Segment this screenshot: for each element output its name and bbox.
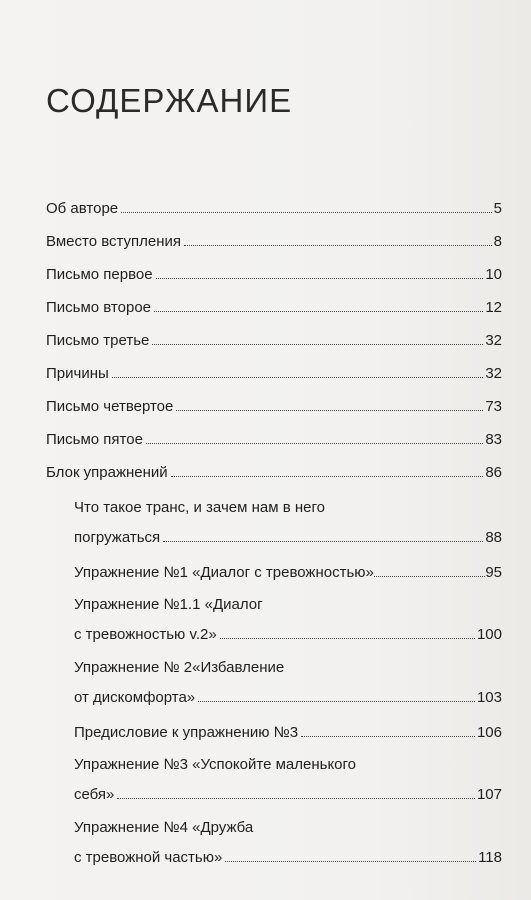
toc-subentry <box>74 595 502 644</box>
toc-entry-page: 32 <box>485 332 502 349</box>
dot-leader <box>146 443 483 444</box>
page-title: СОДЕРЖАНИЕ <box>46 82 293 119</box>
toc-subentry-page: 100 <box>476 626 502 643</box>
toc-entry-title: Письмо первое <box>46 266 153 283</box>
toc-entry <box>46 232 502 251</box>
toc-subentry-page: 95 <box>485 564 502 581</box>
toc-subentry-page: 88 <box>485 529 502 546</box>
toc-subentry-page: 103 <box>476 689 502 706</box>
toc-entry-page: 5 <box>493 200 502 217</box>
toc-subentry-title-line1: Упражнение №3 «Успокойте маленького <box>74 756 356 773</box>
dot-leader <box>121 212 492 213</box>
toc-subentry-title-line2: от дискомфорта» <box>74 689 196 706</box>
toc-entry-page: 86 <box>485 464 502 481</box>
toc-entry-page: 8 <box>493 233 502 250</box>
dot-leader <box>152 344 483 345</box>
dot-leader <box>156 278 484 279</box>
toc-subentry-title: Упражнение №1 «Диалог с тревожностью» <box>74 564 374 581</box>
toc-entry-title: Письмо пятое <box>46 431 143 448</box>
toc-subentry-title-line2: себя» <box>74 786 115 803</box>
toc-subentry-title-line2: погружаться <box>74 529 161 546</box>
toc-entry <box>46 397 502 416</box>
toc-subentry <box>74 498 502 547</box>
toc-subentry-title-line2: с тревожностью v.2» <box>74 626 217 643</box>
toc-entry <box>46 331 502 350</box>
toc-subentry-page: 118 <box>478 849 502 866</box>
toc-subentry-title: Предисловие к упражнению №3 <box>74 724 299 741</box>
toc-entry <box>46 364 502 383</box>
toc-subentry-title-line1: Что такое транс, и зачем нам в него <box>74 499 325 516</box>
dot-leader <box>225 861 476 862</box>
dot-leader <box>184 245 492 246</box>
toc-subentry <box>74 723 502 742</box>
toc-entry <box>46 430 502 449</box>
dot-leader <box>112 377 484 378</box>
toc-subentry-title-line1: Упражнение №1.1 «Диалог <box>74 596 263 613</box>
toc-subentry-page: 106 <box>476 724 502 741</box>
toc-entry-page: 12 <box>485 299 502 316</box>
toc-entry-page: 32 <box>485 365 502 382</box>
toc-entry <box>46 463 502 482</box>
toc-subentry <box>74 818 502 867</box>
toc-entry-title: Об авторе <box>46 200 119 217</box>
toc-entry <box>46 298 502 317</box>
toc-subentry-title-line1: Упражнение № 2«Избавление <box>74 659 285 676</box>
toc-subentry-page: 107 <box>476 786 502 803</box>
dot-leader <box>154 311 483 312</box>
toc-entry <box>46 265 502 284</box>
toc-entry-title: Вместо вступления <box>46 233 182 250</box>
toc-entry <box>46 199 502 218</box>
toc-entry-page: 10 <box>485 266 502 283</box>
toc-subentry <box>74 563 502 582</box>
dot-leader <box>176 410 483 411</box>
dot-leader <box>117 798 475 799</box>
dot-leader <box>163 541 483 542</box>
dot-leader <box>220 638 475 639</box>
toc-entry-title: Письмо второе <box>46 299 152 316</box>
toc-entry-title: Письмо третье <box>46 332 150 349</box>
toc-subentry-title-line1: Упражнение №4 «Дружба <box>74 819 254 836</box>
toc-entry-title: Блок упражнений <box>46 464 168 481</box>
dot-leader <box>198 701 475 702</box>
toc-entry-page: 83 <box>485 431 502 448</box>
toc-entry-title: Письмо четвертое <box>46 398 174 415</box>
dot-leader <box>171 476 484 477</box>
dot-leader <box>374 576 485 577</box>
toc-subentry-title-line2: с тревожной частью» <box>74 849 223 866</box>
toc-subentry <box>74 755 502 804</box>
toc-entry-page: 73 <box>485 398 502 415</box>
toc-subentry <box>74 658 502 707</box>
dot-leader <box>301 736 475 737</box>
toc-entry-title: Причины <box>46 365 109 382</box>
